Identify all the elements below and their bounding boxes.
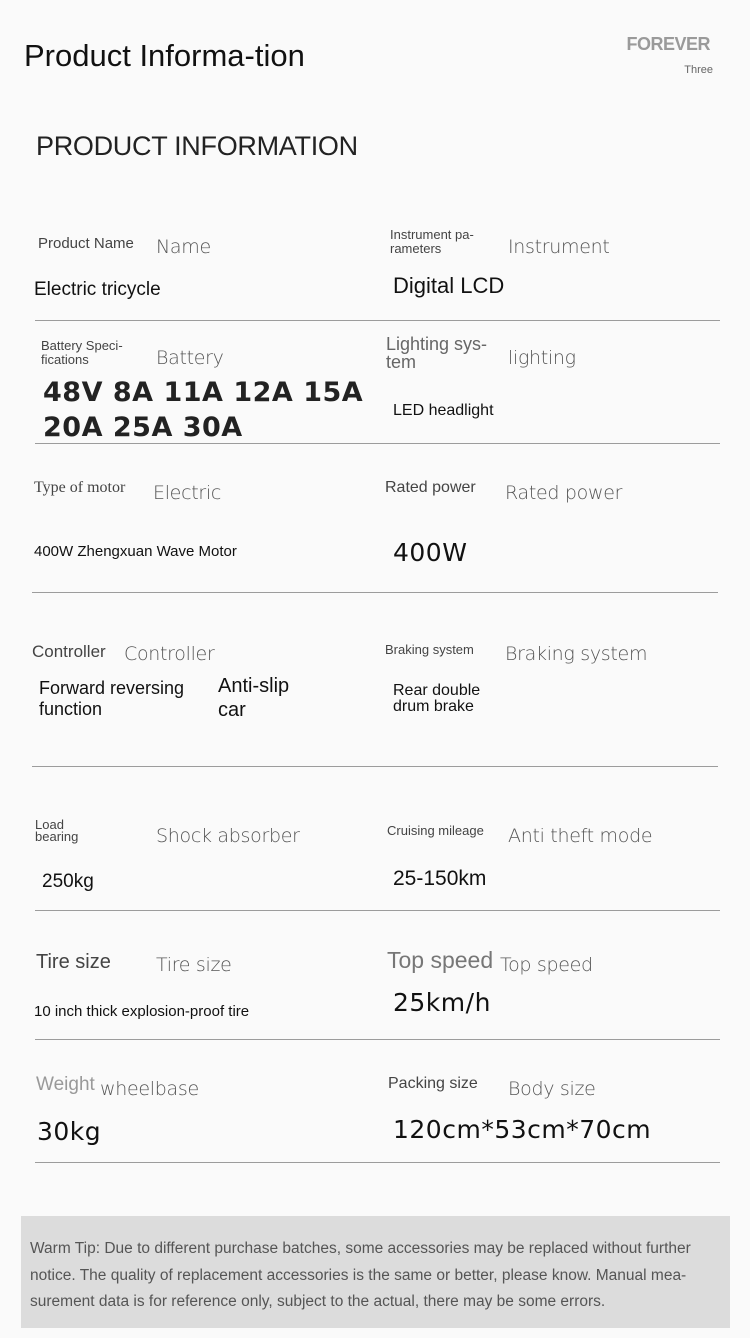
divider [32,766,718,767]
top-speed-sub-label: Top speed [500,954,593,976]
divider [35,1162,720,1163]
warm-tip-box [21,1216,730,1328]
section-heading: PRODUCT INFORMATION [36,131,358,161]
brand-logo: FOREVER [626,34,710,54]
battery-value-line1: 48V 8A 11A 12A 15A [43,377,364,408]
rated-power-label: Rated power [385,479,476,496]
lighting-label: Lighting sys-tem [386,334,488,372]
packing-label: Packing size [388,1075,478,1092]
page-title: Product Informa-tion [24,38,305,73]
controller-value: Forward reversing function [39,678,185,719]
packing-value: 120cm*53cm*70cm [393,1115,652,1144]
tire-sub-label: Tire size [156,954,232,976]
controller-value-2: Anti-slip car [218,675,290,721]
instrument-sub-label: Instrument [508,236,610,258]
motor-sub-label: Electric [153,482,222,504]
warm-tip-text: Warm Tip: Due to different purchase batches, some accessories may be replaced without further notice. The quality of replacement accessories is the same or better, please know. Manual mea-surement data is for reference only, subject to the actual, there may be some errors. [30,1240,691,1310]
battery-sub-label: Battery [156,347,224,369]
product-name-value: Electric tricycle [34,279,161,300]
load-value: 250kg [42,871,94,892]
controller-sub-label: Controller [124,643,215,665]
motor-label: Type of motor [34,479,126,496]
lighting-value: LED headlight [393,402,494,419]
divider [35,1039,720,1040]
rated-power-value: 400W [393,538,468,567]
mileage-label: Cruising mileage [387,823,484,838]
top-speed-value: 25km/h [393,988,491,1017]
tire-value: 10 inch thick explosion-proof tire [34,1003,250,1020]
mileage-value: 25-150km [393,867,487,890]
product-name-label: Product Name [38,235,134,252]
braking-sub-label: Braking system [505,643,648,665]
load-label: Load bearing [35,817,79,844]
weight-label: Weight [36,1074,95,1095]
divider [35,320,720,321]
battery-label: Battery Speci-fications [41,338,123,367]
weight-sub-label: wheelbase [100,1078,199,1100]
controller-label: Controller [32,642,106,661]
top-speed-label: Top speed [387,947,494,973]
divider [35,910,720,911]
mileage-sub-label: Anti theft mode [508,825,653,847]
weight-value: 30kg [37,1117,102,1146]
braking-label: Braking system [385,642,474,657]
braking-value: Rear double drum brake [393,682,481,715]
load-sub-label: Shock absorber [156,825,300,847]
divider [35,443,720,444]
battery-value-line2: 20A 25A 30A [43,412,243,443]
packing-sub-label: Body size [508,1078,596,1100]
tire-label: Tire size [36,951,111,973]
product-name-sub-label: Name [156,236,211,258]
instrument-label: Instrument pa-rameters [390,227,474,256]
motor-value: 400W Zhengxuan Wave Motor [34,543,237,560]
instrument-value: Digital LCD [393,273,505,298]
brand-subtitle: Three [684,64,713,76]
lighting-sub-label: lighting [508,347,576,369]
rated-power-sub-label: Rated power [505,482,623,504]
divider [32,592,718,593]
